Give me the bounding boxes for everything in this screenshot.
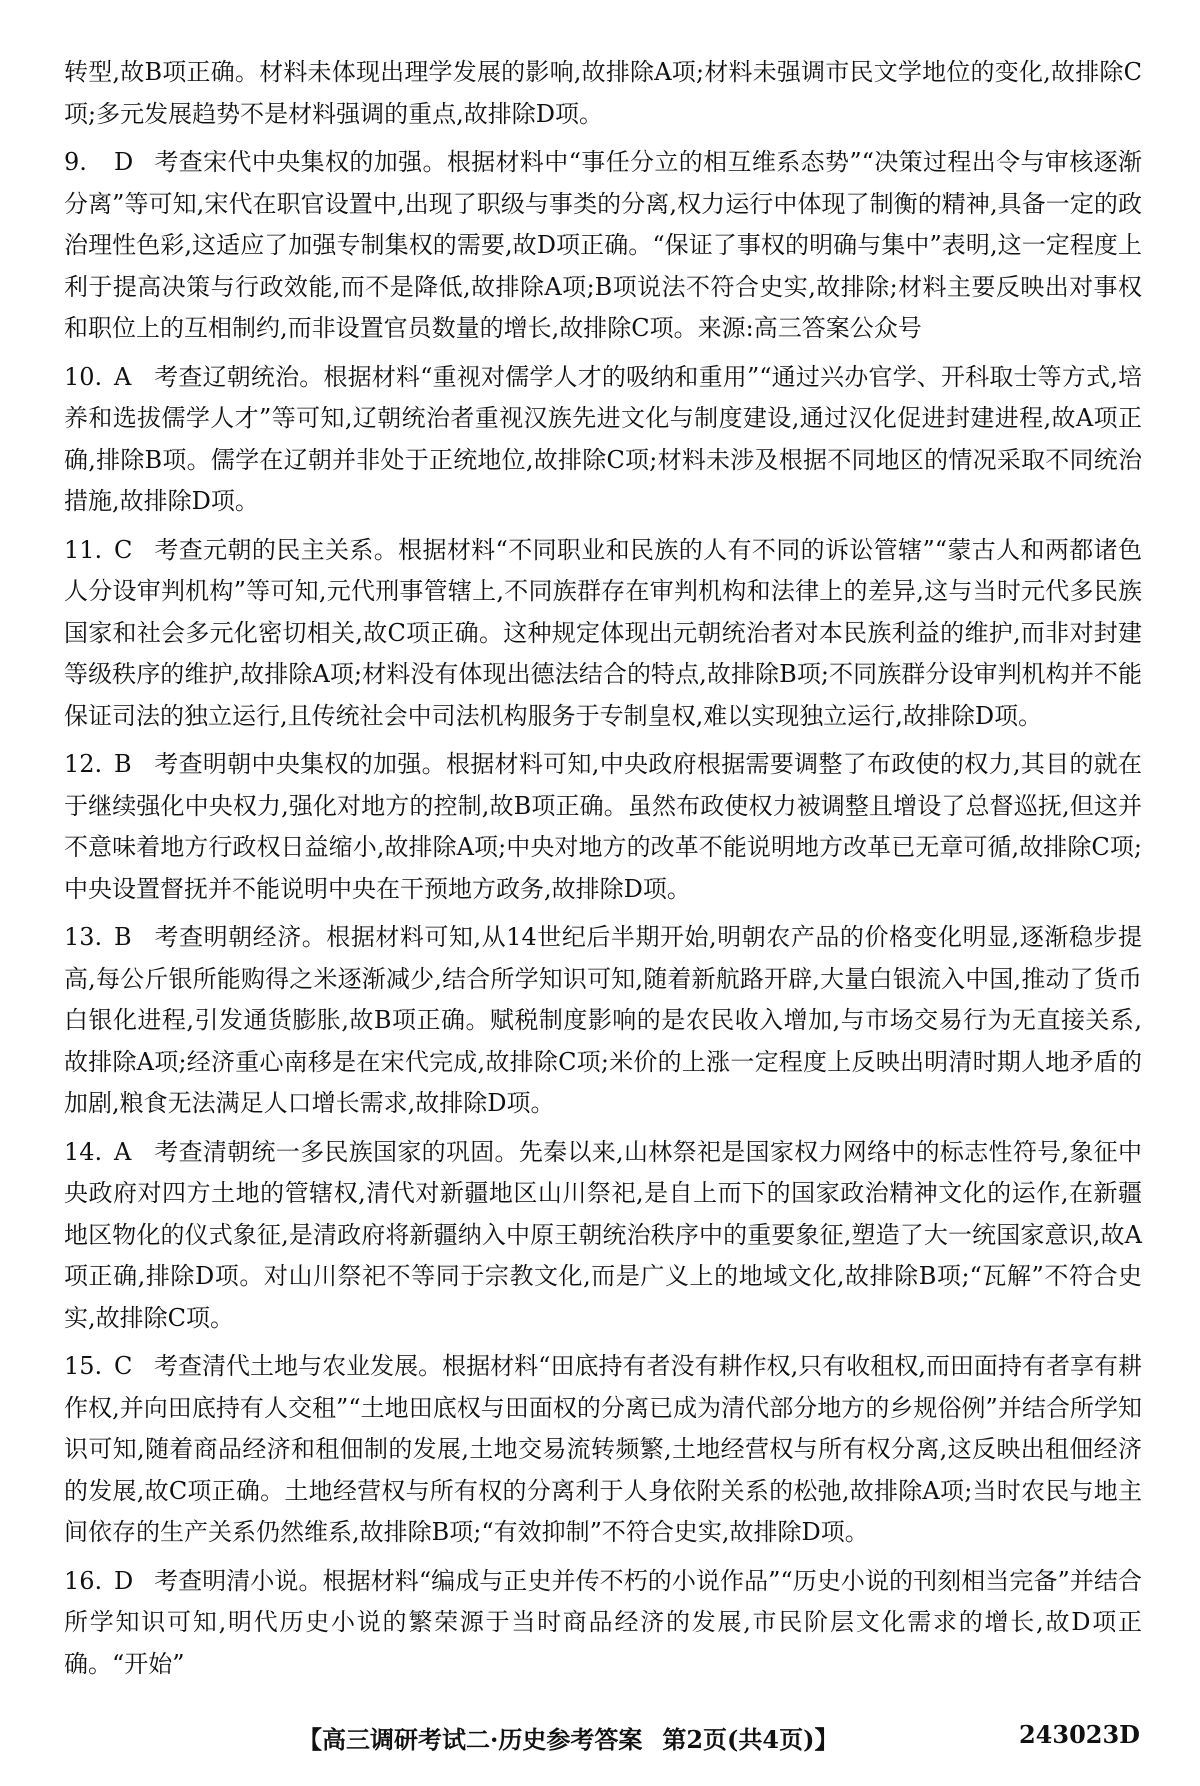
answer-content [64, 52, 1142, 1692]
footer-title-wrap [298, 1720, 838, 1755]
item-number: 11. [64, 535, 103, 564]
item-answer: A [114, 362, 132, 391]
answer-item-9 [64, 142, 1142, 350]
item-number: 14. [64, 1137, 103, 1166]
item-explanation: 考查清朝统一多民族国家的巩固。先秦以来,山林祭祀是国家权力网络中的标志性符号,象征中央政府对四方土地的管辖权,清代对新疆地区山川祭祀,是自上而下的国家政治精神文化的运作,在新疆地区物化的仪式象征,是清政府将新疆纳入中原王朝统治秩序中的重要象征,塑造了大一统国家意识,故A项正确,排除D项。对山川祭祀不等同于宗教文化,而是广义上的地域文化,故排除B项;“瓦解”不符合史实,故排除C项。 [64, 1137, 1142, 1332]
answer-item-11 [64, 530, 1142, 738]
item-number: 9. [64, 148, 87, 176]
footer-page-number: 第2页(共4页)】 [662, 1725, 839, 1754]
answer-item-14 [64, 1132, 1142, 1340]
lead-paragraph: 转型,故B项正确。材料未体现出理学发展的影响,故排除A项;材料未强调市民文学地位的变化,故排除C项;多元发展趋势不是材料强调的重点,故排除D项。 [64, 58, 1142, 128]
item-number: 16. [64, 1566, 103, 1595]
answer-item-12 [64, 744, 1142, 910]
item-explanation: 考查明清小说。根据材料“编成与正史并传不朽的小说作品”“历史小说的刊刻相当完备”并结合所学知识可知,明代历史小说的繁荣源于当时商品经济的发展,市民阶层文化需求的增长,故D项正确。“开始” [64, 1566, 1142, 1678]
item-answer: B [114, 923, 132, 951]
item-answer: D [114, 1566, 134, 1595]
page-footer [0, 1720, 1200, 1764]
item-number: 12. [64, 750, 103, 778]
item-number: 15. [64, 1352, 103, 1380]
item-answer: A [114, 1137, 132, 1166]
item-explanation: 考查明朝经济。根据材料可知,从14世纪后半期开始,明朝农产品的价格变化明显,逐渐稳步提高,每公斤银所能购得之米逐渐减少,结合所学知识可知,随着新航路开辟,大量白银流入中国,推动了货币白银化进程,引发通货膨胀,故B项正确。赋税制度影响的是农民收入增加,与市场交易行为无直接关系,故排除A项;经济重心南移是在宋代完成,故排除C项;米价的上涨一定程度上反映出明清时期人地矛盾的加剧,粮食无法满足人口增长需求,故排除D项。 [64, 923, 1142, 1117]
answer-item-13 [64, 917, 1142, 1125]
footer-title: 【高三调研考试二·历史参考答案 [298, 1725, 643, 1754]
answer-item-16 [64, 1561, 1142, 1686]
item-number: 13. [64, 923, 103, 951]
item-explanation: 考查明朝中央集权的加强。根据材料可知,中央政府根据需要调整了布政使的权力,其目的就在于继续强化中央权力,强化对地方的控制,故B项正确。虽然布政使权力被调整且增设了总督巡抚,但这并不意味着地方行政权日益缩小,故排除A项;中央对地方的改革不能说明地方改革已无章可循,故排除C项;中央设置督抚并不能说明中央在干预地方政务,故排除D项。 [64, 750, 1142, 903]
item-answer: D [114, 148, 134, 176]
item-answer: C [114, 1352, 133, 1380]
item-number: 10. [64, 362, 103, 391]
item-answer: B [114, 750, 132, 778]
item-explanation: 考查宋代中央集权的加强。根据材料中“事任分立的相互维系态势”“决策过程出令与审核逐渐分离”等可知,宋代在职官设置中,出现了职级与事类的分离,权力运行中体现了制衡的精神,具备一定的政治理性色彩,这适应了加强专制集权的需要,故D项正确。“保证了事权的明确与集中”表明,这一定程度上利于提高决策与行政效能,而不是降低,故排除A项;B项说法不符合史实,故排除;材料主要反映出对事权和职位上的互相制约,而非设置官员数量的增长,故排除C项。来源:高三答案公众号 [64, 148, 1142, 342]
item-explanation: 考查辽朝统治。根据材料“重视对儒学人才的吸纳和重用”“通过兴办官学、开科取士等方式,培养和选拔儒学人才”等可知,辽朝统治者重视汉族先进文化与制度建设,通过汉化促进封建进程,故A项正确,排除B项。儒学在辽朝并非处于正统地位,故排除C项;材料未涉及根据不同地区的情况采取不同统治措施,故排除D项。 [64, 362, 1142, 515]
item-explanation: 考查清代土地与农业发展。根据材料“田底持有者没有耕作权,只有收租权,而田面持有者享有耕作权,并向田底持有人交租”“土地田底权与田面权的分离已成为清代部分地方的乡规俗例”并结合所学知识可知,随着商品经济和租佃制的发展,土地交易流转频繁,土地经营权与所有权分离,这反映出租佃经济的发展,故C项正确。土地经营权与所有权的分离利于人身依附关系的松弛,故排除A项;当时农民与地主间依存的生产关系仍然维系,故排除B项;“有效抑制”不符合史实,故排除D项。 [64, 1352, 1142, 1546]
item-answer: C [114, 535, 133, 564]
item-explanation: 考查元朝的民主关系。根据材料“不同职业和民族的人有不同的诉讼管辖”“蒙古人和两都诸色人分设审判机构”等可知,元代刑事管辖上,不同族群存在审判机构和法律上的差异,这与当时元代多民族国家和社会多元化密切相关,故C项正确。这种规定体现出元朝统治者对本民族利益的维护,而非对封建等级秩序的维护,故排除A项;材料没有体现出德法结合的特点,故排除B项;不同族群分设审判机构并不能保证司法的独立运行,且传统社会中司法机构服务于专制皇权,难以实现独立运行,故排除D项。 [64, 535, 1142, 730]
footer-code: 243023D [1018, 1720, 1140, 1749]
answer-item-10 [64, 357, 1142, 523]
answer-item-15 [64, 1346, 1142, 1554]
